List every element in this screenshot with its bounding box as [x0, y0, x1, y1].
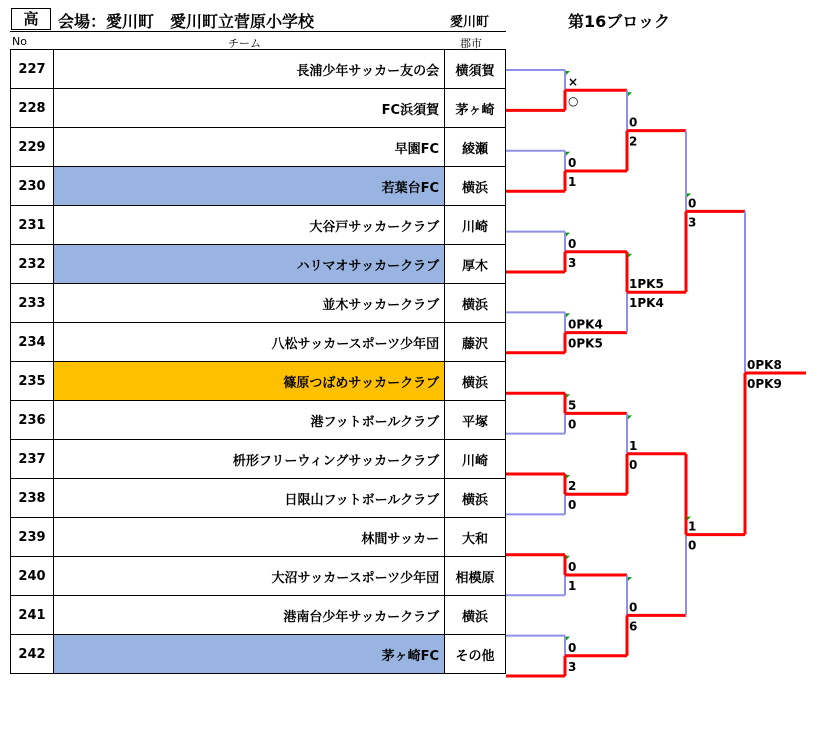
block-title: 第16ブロック	[568, 12, 670, 31]
team-name: 林間サッカー	[53, 518, 444, 557]
r1-score-top: 0	[568, 156, 577, 170]
team-city: 横浜	[445, 596, 506, 635]
r1-score-bottom: 3	[568, 255, 577, 270]
team-city: 川崎	[445, 440, 506, 479]
team-number: 237	[11, 440, 54, 479]
team-name: 早園FC	[53, 128, 444, 167]
r2-score-bottom: 2	[629, 134, 638, 149]
team-name: 篠原つばめサッカークラブ	[53, 362, 444, 401]
team-city: 横須賀	[445, 50, 506, 89]
team-city: 藤沢	[445, 323, 506, 362]
r1-score-top: 0	[568, 236, 577, 251]
column-header-city: 郡市	[460, 37, 482, 50]
marker-icon	[628, 92, 632, 96]
r1-score-bottom: 1	[568, 175, 577, 189]
team-city: 横浜	[445, 362, 506, 401]
r3-score-top: 0	[688, 196, 697, 211]
r1-score-bottom: 0	[568, 498, 577, 513]
team-number: 232	[11, 245, 54, 284]
r1-score-bottom: 0PK5	[568, 336, 603, 351]
marker-icon	[628, 415, 632, 419]
team-city: 大和	[445, 518, 506, 557]
team-city: 横浜	[445, 479, 506, 518]
team-number: 233	[11, 284, 54, 323]
team-number: 236	[11, 401, 54, 440]
team-name: 茅ヶ崎FC	[53, 635, 444, 674]
r2-score-bottom: 6	[629, 619, 638, 634]
team-city: 横浜	[445, 284, 506, 323]
r1-score-bottom: 0	[568, 417, 577, 432]
r1-score-top: 0	[568, 560, 577, 574]
venue-title: 会場：愛川町 愛川町立菅原小学校	[58, 12, 315, 31]
team-name: 並木サッカークラブ	[53, 284, 444, 323]
r1-score-top: ×	[568, 75, 579, 90]
r3-score-bottom: 3	[688, 215, 697, 230]
r2-score-top: 1	[629, 438, 638, 453]
team-name: FC浜須賀	[53, 89, 444, 128]
team-number: 240	[11, 557, 54, 596]
r3-score-top: 1	[688, 519, 697, 534]
team-number: 242	[11, 635, 54, 674]
r2-score-top: 0	[629, 600, 638, 615]
r1-score-top: 2	[568, 479, 577, 494]
final-score-top: 0PK8	[747, 358, 782, 372]
r1-score-top: 0	[568, 640, 577, 655]
team-city: その他	[445, 635, 506, 674]
team-number: 235	[11, 362, 54, 401]
team-name: 長浦少年サッカー友の会	[53, 50, 444, 89]
team-city: 横浜	[445, 167, 506, 206]
team-name: 日限山フットボールクラブ	[53, 479, 444, 518]
marker-icon	[628, 254, 632, 258]
team-name: 港南台少年サッカークラブ	[53, 596, 444, 635]
team-number: 231	[11, 206, 54, 245]
r1-score-top: 0PK4	[568, 317, 603, 332]
team-city: 綾瀬	[445, 128, 506, 167]
r2-score-top: 0	[629, 115, 638, 130]
team-name: 大沼サッカースポーツ少年団	[53, 557, 444, 596]
marker-icon	[628, 577, 632, 581]
final-score-bottom: 0PK9	[747, 377, 782, 391]
team-city: 厚木	[445, 245, 506, 284]
team-number: 234	[11, 323, 54, 362]
team-name: 港フットボールクラブ	[53, 401, 444, 440]
venue-short: 愛川町	[450, 15, 490, 30]
team-number: 230	[11, 167, 54, 206]
team-number: 239	[11, 518, 54, 557]
category-badge: 高	[11, 8, 51, 30]
team-number: 238	[11, 479, 54, 518]
team-name: 大谷戸サッカークラブ	[53, 206, 444, 245]
team-number: 241	[11, 596, 54, 635]
team-name: 枡形フリーウィングサッカークラブ	[53, 440, 444, 479]
r2-score-top: 1PK5	[629, 277, 664, 292]
team-city: 相模原	[445, 557, 506, 596]
column-header-no: No	[12, 35, 27, 48]
team-name: ハリマオサッカークラブ	[53, 245, 444, 284]
team-number: 229	[11, 128, 54, 167]
team-number: 227	[11, 50, 54, 89]
r2-score-bottom: 1PK4	[629, 296, 664, 311]
r1-score-top: 5	[568, 398, 577, 413]
r1-score-bottom: ○	[568, 94, 579, 109]
column-header-team: チーム	[228, 37, 261, 50]
team-city: 茅ヶ崎	[445, 89, 506, 128]
team-name: 八松サッカースポーツ少年団	[53, 323, 444, 362]
team-number: 228	[11, 89, 54, 128]
team-name: 若葉台FC	[53, 167, 444, 206]
team-city: 川崎	[445, 206, 506, 245]
team-city: 平塚	[445, 401, 506, 440]
r3-score-bottom: 0	[688, 538, 697, 553]
r1-score-bottom: 3	[568, 659, 577, 674]
r2-score-bottom: 0	[629, 457, 638, 472]
r1-score-bottom: 1	[568, 579, 577, 593]
